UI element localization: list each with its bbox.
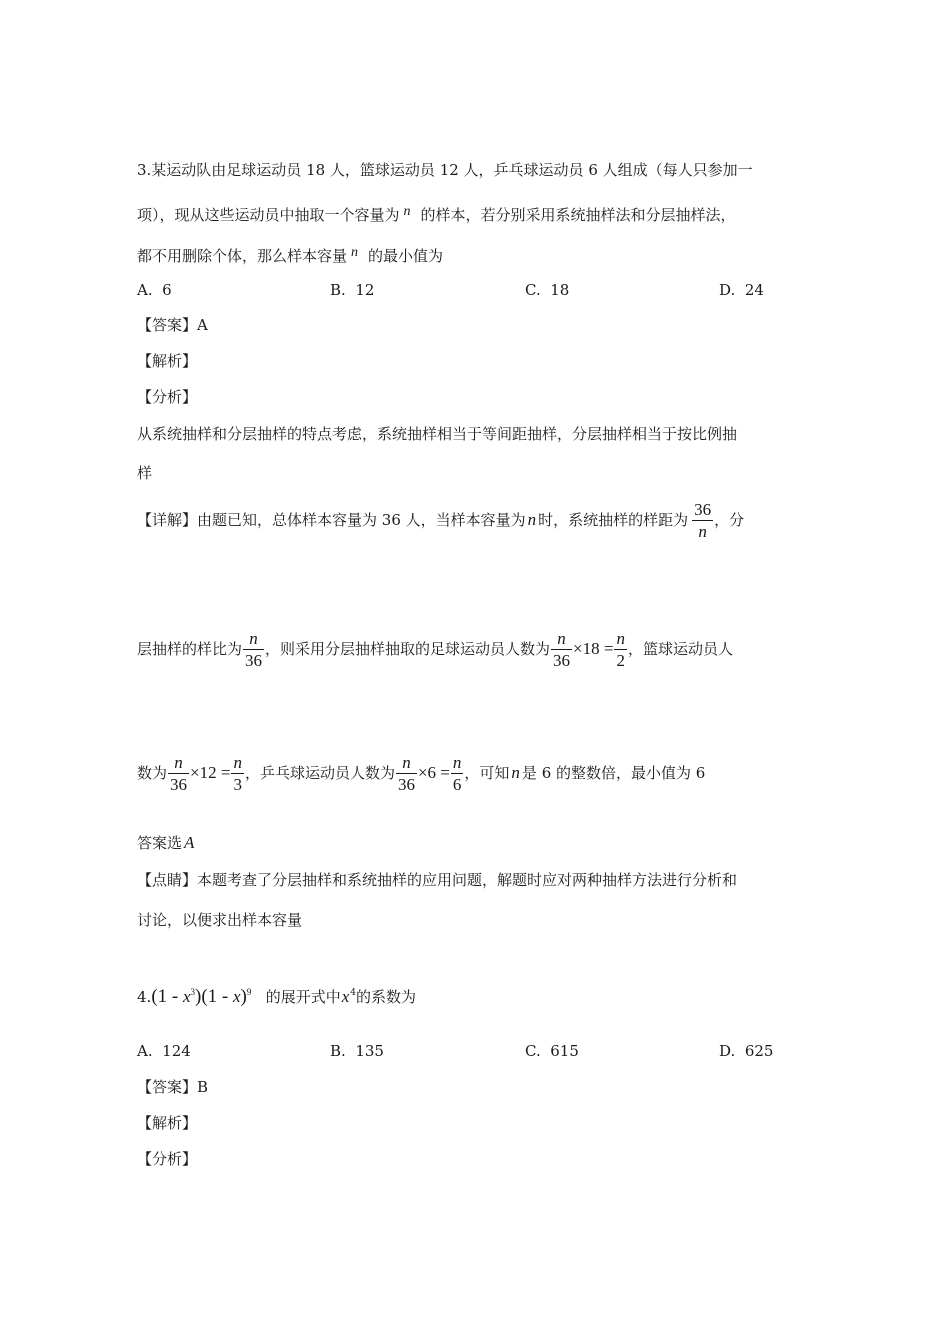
q3-analysis-line1: 从系统抽样和分层抽样的特点考虑，系统抽样相当于等间距抽样，分层抽样相当于按比例抽 — [137, 425, 738, 443]
q3-option-c: C. 18 — [525, 281, 570, 299]
q4-answer: 【答案】B — [137, 1078, 209, 1096]
q3-jiexi: 【解析】 — [137, 352, 198, 370]
q3-detail-line3: 数为 $\frac{n}{36}$ ×12 = $\frac{n}{3}$ ，乒乓球运动员人数为 $\frac{n}{36}$ ×6 = $\frac{n}{6}$ ，可知 n 是 6 的整数倍，最小值为 6 — [137, 753, 706, 794]
q3-stem-line2-b: 的样本，若分别采用系统抽样法和分层抽样法， — [420, 206, 736, 224]
q4-stem: $4.(1 - x^3)(1 - x)^9$ 的展开式中$x^4$的系数为 — [137, 986, 416, 1007]
q3-stem-line3-b: 的最小值为 — [368, 247, 444, 265]
q3-stem-line2 — [137, 202, 736, 225]
q3-var-n-2: n — [351, 245, 359, 260]
q3-detail-line2: 层抽样的样比为 $\frac{n}{36}$ ，则采用分层抽样抽取的足球运动员人数为 $\frac{n}{36}$ ×18 = $\frac{n}{2}$ ，篮球运动员人 — [137, 629, 733, 670]
q3-stem-line2-a: 项），现从这些运动员中抽取一个容量为 — [137, 206, 400, 224]
q3-option-b: B. 12 — [330, 281, 375, 299]
q3-option-d: D. 24 — [719, 281, 764, 299]
fraction-n-over-3: $\frac{n}{3}$ — [233, 753, 242, 794]
q4-option-d: D. 625 — [719, 1042, 774, 1060]
q4-option-c: C. 615 — [525, 1042, 579, 1060]
q4-fenxi: 【分析】 — [137, 1150, 198, 1168]
q4-option-a: A. 124 — [137, 1042, 191, 1060]
q3-answer: 【答案】A — [137, 316, 208, 334]
fraction-n-over-36-c: $\frac{n}{36}$ — [170, 753, 188, 794]
q3-stem-line1: 3.某运动队由足球运动员 18 人，篮球运动员 12 人，乒乓球运动员 6 人组成（每人只参加一 — [137, 161, 753, 179]
q4-jiexi: 【解析】 — [137, 1114, 198, 1132]
fraction-n-over-36: $\frac{n}{36}$ — [245, 629, 263, 670]
q3-option-a: A. 6 — [137, 281, 172, 299]
fraction-n-over-36-b: $\frac{n}{36}$ — [553, 629, 571, 670]
q3-answer-select: 答案选 A — [137, 833, 195, 852]
q3-stem-line3 — [137, 243, 443, 266]
q3-stem-line3-a: 都不用删除个体，那么样本容量 — [137, 247, 348, 265]
fraction-n-over-2: $\frac{n}{2}$ — [616, 629, 625, 670]
q3-fenxi: 【分析】 — [137, 388, 198, 406]
q3-analysis-line2: 样 — [137, 464, 153, 482]
fraction-n-over-6: $\frac{n}{6}$ — [452, 753, 462, 794]
q3-dianjing-line1: 【点睛】本题考查了分层抽样和系统抽样的应用问题，解题时应对两种抽样方法进行分析和 — [137, 871, 738, 889]
q3-detail-line1: 【详解】由题已知，总体样本容量为 36 人，当样本容量为 n 时，系统抽样的样距为 $\frac{36}{n}$ ，分 — [137, 500, 745, 541]
fraction-36-over-n: $\frac{36}{n}$ — [694, 500, 712, 541]
q4-expression: $(1 - x^3)(1 - x)^9$ — [151, 986, 252, 1007]
q4-option-b: B. 135 — [330, 1042, 384, 1060]
fraction-n-over-36-d: $\frac{n}{36}$ — [397, 753, 415, 794]
q3-var-n: n — [403, 204, 411, 219]
q3-dianjing-line2: 讨论，以便求出样本容量 — [137, 911, 303, 929]
